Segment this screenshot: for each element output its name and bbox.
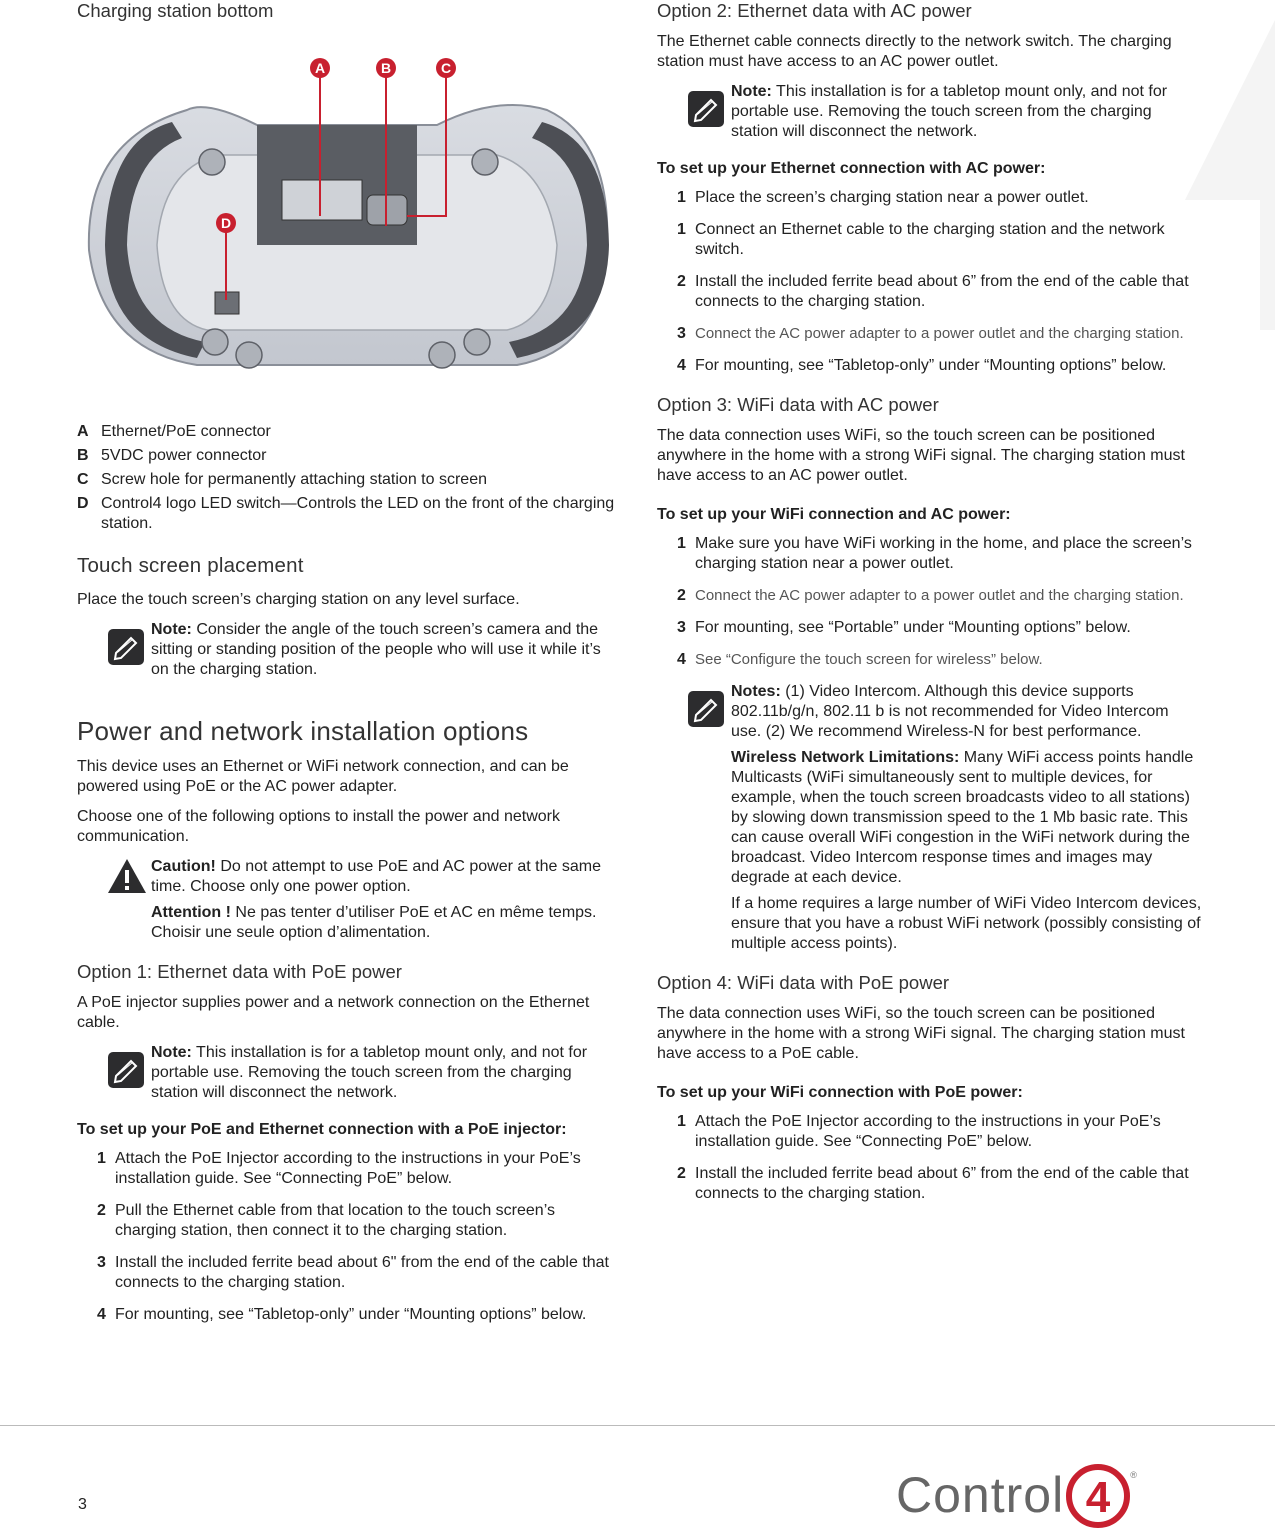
step xyxy=(97,1305,617,1325)
legend-row xyxy=(77,470,617,490)
note-body xyxy=(151,1043,617,1109)
step xyxy=(677,1164,1202,1204)
legend-row xyxy=(77,422,617,442)
callout-b-label: B xyxy=(380,60,392,76)
callout-c xyxy=(436,58,456,78)
callout-d-label: D xyxy=(220,215,232,231)
step-text: For mounting, see “Tabletop-only” under “Mounting options” below. xyxy=(695,357,1167,374)
step-text: Connect the AC power adapter to a power outlet and the charging station. xyxy=(695,587,1184,604)
step-text: Connect the AC power adapter to a power outlet and the charging station. xyxy=(695,325,1184,342)
step-text: Pull the Ethernet cable from that location to the touch screen’s charging station, then connect it to the charging station. xyxy=(115,1202,555,1239)
step xyxy=(677,356,1202,376)
placement-body: Place the touch screen’s charging station on any level surface. xyxy=(77,591,520,608)
registered-mark: ® xyxy=(1130,1470,1137,1480)
option3-heading: Option 3: WiFi data with AC power xyxy=(657,394,939,415)
limits-text: Many WiFi access points handle Multicasts (WiFi simultaneously sent to multiple devices, for example, when the touch screen broadcasts video to all stations) by slowing down transmission speed to the 1 Mb basic rate. This can cause overall WiFi congestion in the WiFi network during the broadcast. Video Intercom response times and images may degrade at each device. xyxy=(731,749,1194,886)
callout-a-label: A xyxy=(314,60,326,76)
step-number: 4 xyxy=(677,651,686,668)
step xyxy=(97,1201,617,1241)
note-label: Note: xyxy=(151,1044,192,1061)
notes-label: Notes: xyxy=(731,683,781,700)
note-body xyxy=(731,82,1202,148)
note-text: Consider the angle of the touch screen’s camera and the sitting or standing position of the people who will use it while it’s on the charging station. xyxy=(151,621,601,678)
legend-key: B xyxy=(77,447,89,464)
step-number: 2 xyxy=(97,1202,106,1219)
caution-icon xyxy=(107,857,151,949)
step-number: 1 xyxy=(97,1150,106,1167)
option3-steps xyxy=(677,534,1202,670)
note-icon xyxy=(687,82,731,148)
option4-steps xyxy=(677,1112,1202,1204)
step-text: Attach the PoE Injector according to the instructions in your PoE’s installation guide. See “Connecting PoE” below. xyxy=(115,1150,581,1187)
legend-text: Screw hole for permanently attaching station to screen xyxy=(101,471,487,488)
option2-body: The Ethernet cable connects directly to the network switch. The charging station must have access to an AC power outlet. xyxy=(657,33,1172,70)
step xyxy=(677,618,1202,638)
option3-notes xyxy=(687,682,1202,960)
option3-body: The data connection uses WiFi, so the touch screen can be positioned anywhere in the home with a strong WiFi signal. The charging station must have access to an AC power outlet. xyxy=(657,427,1185,484)
note-icon xyxy=(687,682,731,960)
placement-note xyxy=(107,620,617,686)
legend-text: Control4 logo LED switch—Controls the LED on the front of the charging station. xyxy=(101,495,615,532)
note-icon xyxy=(107,1043,151,1109)
step-text: Connect an Ethernet cable to the charging station and the network switch. xyxy=(695,221,1165,258)
option2-note xyxy=(687,82,1202,148)
legend-row xyxy=(77,494,617,534)
option1-note xyxy=(107,1043,617,1109)
attention-text: Ne pas tenter d’utiliser PoE et AC en même temps. Choisir une seule option d’alimentation. xyxy=(151,904,597,941)
step-text: Make sure you have WiFi working in the home, and place the screen’s charging station near a power outlet. xyxy=(695,535,1192,572)
legend-row xyxy=(77,446,617,466)
logo-text: Control xyxy=(896,1467,1065,1523)
legend-key: A xyxy=(77,423,89,440)
note-text: This installation is for a tabletop mount only, and not for portable use. Removing the touch screen from the charging station will disconnect the network. xyxy=(151,1044,588,1101)
step-number: 1 xyxy=(677,535,686,552)
figure-legend xyxy=(77,422,617,534)
step xyxy=(677,586,1202,606)
note-label: Note: xyxy=(731,83,772,100)
power-p2: Choose one of the following options to install the power and network communication. xyxy=(77,808,560,845)
step xyxy=(677,650,1202,670)
step-text: Install the included ferrite bead about 6” from the end of the cable that connects to the charging station. xyxy=(695,1165,1189,1202)
power-p1: This device uses an Ethernet or WiFi network connection, and can be powered using PoE or the AC power adapter. xyxy=(77,758,569,795)
footer-divider xyxy=(0,1425,1275,1426)
note-icon xyxy=(107,620,151,686)
option2-procedure: To set up your Ethernet connection with AC power: xyxy=(657,160,1046,177)
logo-mark-label: 4 xyxy=(1085,1473,1111,1522)
step-number: 1 xyxy=(677,189,686,206)
step xyxy=(677,324,1202,344)
option4-procedure: To set up your WiFi connection with PoE power: xyxy=(657,1084,1023,1101)
right-column xyxy=(657,0,1202,1216)
step xyxy=(97,1253,617,1293)
callout-b xyxy=(376,58,396,78)
step xyxy=(677,188,1202,208)
step-text: See “Configure the touch screen for wireless” below. xyxy=(695,651,1043,668)
option2-steps xyxy=(677,188,1202,376)
step xyxy=(677,220,1202,260)
step-number: 4 xyxy=(97,1306,106,1323)
option1-procedure: To set up your PoE and Ethernet connection with a PoE injector: xyxy=(77,1121,567,1138)
step-number: 4 xyxy=(677,357,686,374)
figure-title: Charging station bottom xyxy=(77,0,274,21)
step xyxy=(677,272,1202,312)
option1-steps xyxy=(97,1149,617,1325)
notes-body xyxy=(731,682,1202,960)
placement-heading: Touch screen placement xyxy=(77,554,304,577)
step-number: 3 xyxy=(677,619,686,636)
step-text: For mounting, see “Portable” under “Mounting options” below. xyxy=(695,619,1131,636)
step-text: Place the screen’s charging station near a power outlet. xyxy=(695,189,1089,206)
option4-heading: Option 4: WiFi data with PoE power xyxy=(657,972,950,993)
step xyxy=(677,534,1202,574)
large-home-text: If a home requires a large number of WiFi Video Intercom devices, ensure that you have a robust WiFi network (possibly consisting of multiple access points). xyxy=(731,895,1202,952)
option1-body: A PoE injector supplies power and a network connection on the Ethernet cable. xyxy=(77,994,590,1031)
option1-heading: Option 1: Ethernet data with PoE power xyxy=(77,961,402,982)
step xyxy=(677,1112,1202,1152)
step-text: Install the included ferrite bead about 6" from the end of the cable that connects to the charging station. xyxy=(115,1254,609,1291)
power-heading: Power and network installation options xyxy=(77,716,529,746)
attention-label: Attention ! xyxy=(151,904,231,921)
page-number: 3 xyxy=(78,1496,87,1513)
option4-body: The data connection uses WiFi, so the touch screen can be positioned anywhere in the home with a strong WiFi signal. The charging station must have access to a PoE cable. xyxy=(657,1005,1185,1062)
note-text: This installation is for a tabletop mount only, and not for portable use. Removing the touch screen from the charging station will disconnect the network. xyxy=(731,83,1168,140)
callout-d xyxy=(216,213,236,233)
legend-key: C xyxy=(77,471,89,488)
step-number: 3 xyxy=(677,325,686,342)
caution-text: Do not attempt to use PoE and AC power at the same time. Choose only one power option. xyxy=(151,858,601,895)
step-number: 1 xyxy=(677,221,686,238)
legend-text: Ethernet/PoE connector xyxy=(101,423,271,440)
logo-4-mark-icon xyxy=(1066,1460,1130,1530)
legend-text: 5VDC power connector xyxy=(101,447,267,464)
note-body xyxy=(151,620,617,686)
charging-station-figure xyxy=(77,30,617,390)
caution-note xyxy=(107,857,617,949)
step-number: 2 xyxy=(677,587,686,604)
ethernet-port xyxy=(282,180,362,220)
left-column xyxy=(77,0,617,1337)
control4-logo xyxy=(896,1460,1137,1530)
legend-key: D xyxy=(77,495,89,512)
note-label: Note: xyxy=(151,621,192,638)
step-text: For mounting, see “Tabletop-only” under “Mounting options” below. xyxy=(115,1306,587,1323)
caution-label: Caution! xyxy=(151,858,216,875)
step-number: 1 xyxy=(677,1113,686,1130)
step-number: 2 xyxy=(677,1165,686,1182)
option2-heading: Option 2: Ethernet data with AC power xyxy=(657,0,972,21)
step xyxy=(97,1149,617,1189)
step-number: 2 xyxy=(677,273,686,290)
callout-a xyxy=(310,58,330,78)
step-number: 3 xyxy=(97,1254,106,1271)
option3-procedure: To set up your WiFi connection and AC power: xyxy=(657,506,1011,523)
caution-body xyxy=(151,857,617,949)
step-text: Install the included ferrite bead about 6” from the end of the cable that connects to the charging station. xyxy=(695,273,1189,310)
limits-label: Wireless Network Limitations: xyxy=(731,749,960,766)
notes-text: (1) Video Intercom. Although this device supports 802.11b/g/n, 802.11 b is not recommended for Video Intercom use. (2) We recommend Wireless-N for best performance. xyxy=(731,683,1169,740)
callout-c-label: C xyxy=(440,60,452,76)
step-text: Attach the PoE Injector according to the instructions in your PoE’s installation guide. See “Connecting PoE” below. xyxy=(695,1113,1161,1150)
